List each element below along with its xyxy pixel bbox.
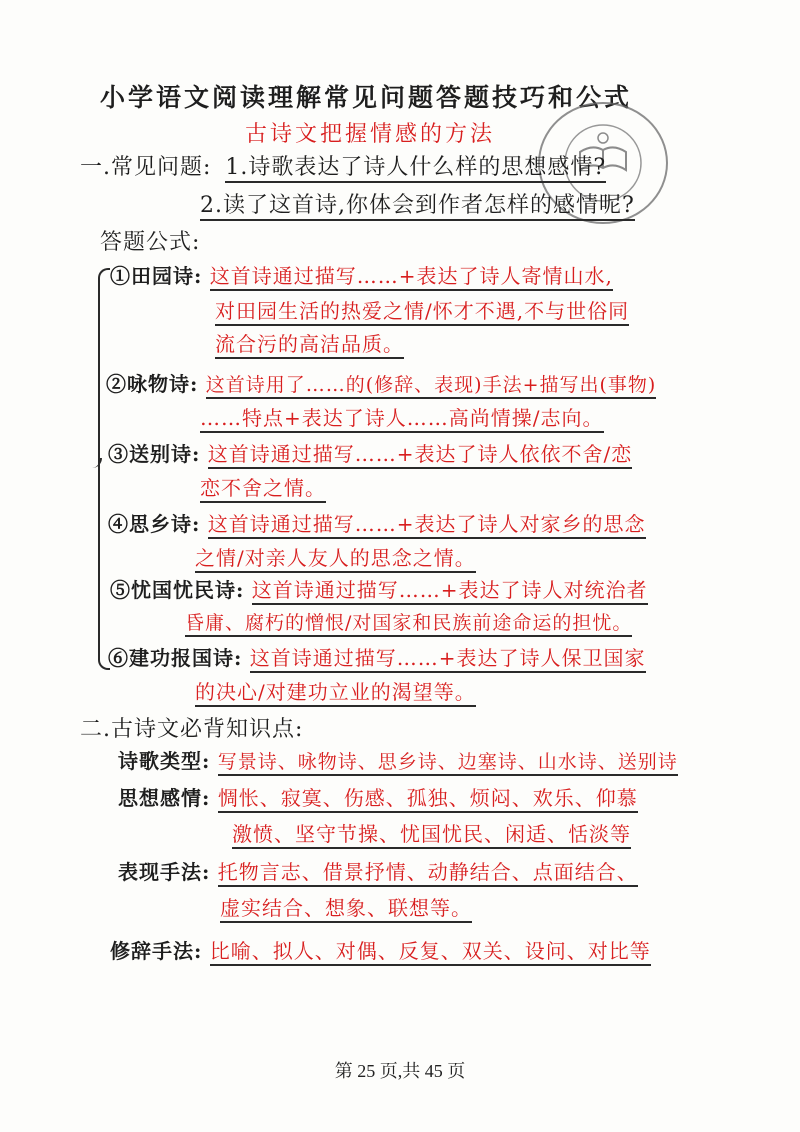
emotions-line2: 激愤、坚守节操、忧国忧民、闲适、恬淡等	[232, 818, 631, 847]
poem-types: 诗歌类型: 写景诗、咏物诗、思乡诗、边塞诗、山水诗、送别诗	[118, 745, 678, 774]
techniques: 表现手法: 托物言志、借景抒情、动静结合、点面结合、	[118, 856, 638, 885]
emotions: 思想感情: 惆怅、寂寞、伤感、孤独、烦闷、欢乐、仰慕	[118, 782, 638, 811]
item-farewell-line2: 恋不舍之情。	[200, 472, 326, 501]
item-patriotic-worry-poem: ⑤忧国忧民诗: 这首诗通过描写……+表达了诗人对统治者	[110, 574, 648, 603]
item-pastoral-poem: ①田园诗: 这首诗通过描写……+表达了诗人寄情山水,	[110, 260, 613, 289]
item-meritorious-line2: 的决心/对建功立业的渴望等。	[195, 676, 476, 705]
item-pastoral-line2: 对田园生活的热爱之情/怀才不遇,不与世俗同	[215, 295, 629, 324]
subtitle: 古诗文把握情感的方法	[245, 122, 496, 147]
item-farewell-poem: ③送别诗: 这首诗通过描写……+表达了诗人依依不舍/恋	[108, 438, 632, 467]
formula-label: 答题公式:	[100, 230, 201, 255]
page-title: 小学语文阅读理解常见问题答题技巧和公式	[100, 83, 633, 112]
bracket-brace	[98, 268, 110, 670]
item-patriotic-worry-line2: 昏庸、腐朽的憎恨/对国家和民族前途命运的担忧。	[185, 608, 632, 635]
question-1: 1.诗歌表达了诗人什么样的思想感情?	[225, 155, 606, 183]
page-footer: 第 25 页,共 45 页	[334, 1061, 466, 1081]
item-homesick-poem: ④思乡诗: 这首诗通过描写……+表达了诗人对家乡的思念	[108, 508, 646, 537]
item-homesick-line2: 之情/对亲人友人的思念之情。	[195, 542, 476, 571]
item-pastoral-line3: 流合污的高洁品质。	[215, 328, 404, 357]
item-meritorious-poem: ⑥建功报国诗: 这首诗通过描写……+表达了诗人保卫国家	[108, 642, 646, 671]
section1-heading: 一.常见问题: 1.诗歌表达了诗人什么样的思想感情?	[80, 150, 606, 181]
item-object-line2: ……特点+表达了诗人……高尚情操/志向。	[200, 402, 604, 431]
rhetoric: 修辞手法: 比喻、拟人、对偶、反复、双关、设问、对比等	[110, 935, 651, 964]
techniques-line2: 虚实结合、想象、联想等。	[220, 892, 472, 921]
section2-heading: 二.古诗文必背知识点:	[80, 717, 304, 742]
question-2: 2.读了这首诗,你体会到作者怎样的感情呢?	[200, 188, 635, 219]
item-object-poem: ②咏物诗: 这首诗用了……的(修辞、表现)手法+描写出(事物)	[106, 368, 656, 397]
